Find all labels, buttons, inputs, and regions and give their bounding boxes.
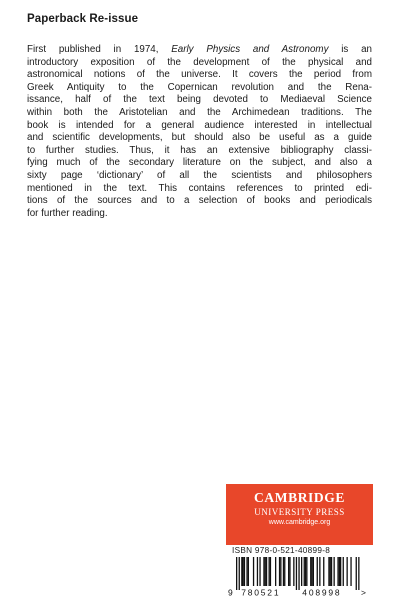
barcode-bar [266,557,267,586]
barcode-bar [284,557,285,586]
barcode-bar [350,557,351,586]
barcode-bar [323,557,324,586]
blurb-line: sixty page ‘dictionary’ of all the scientists and philosophers [27,169,372,181]
barcode-bar [331,557,332,586]
barcode-bar [347,557,348,586]
barcode-bar [310,557,311,586]
barcode-bar [253,557,254,586]
blurb-text [27,44,372,220]
barcode-bar [306,557,307,586]
barcode-bar [343,557,344,586]
barcode-bar [236,557,237,590]
barcode-bar [265,557,266,586]
barcode-bar [289,557,290,586]
barcode-bar [293,557,294,586]
barcode-bar [311,557,312,586]
barcode-bar [296,557,297,590]
barcode-icon [227,557,372,597]
blurb-line: First published in 1974, Early Physics and Astronomy is an [27,44,372,55]
publisher-website: www.cambridge.org [268,519,331,526]
barcode-bar [248,557,249,586]
reissue-heading: Paperback Re-issue [27,13,139,25]
barcode-bar [257,557,258,586]
barcode-bar [241,557,242,586]
barcode-digits: 408998 [302,587,342,597]
barcode-bar [358,557,359,590]
blurb-line: fying much of the secondary literature on the subject, and also a [27,157,372,169]
publisher-logo-panel [226,484,373,545]
blurb-line: introductory exposition of the development of the physical and [27,56,372,68]
book-title: Early Physics and Astronomy [171,44,329,55]
barcode-bar [246,557,247,586]
barcode-bar [340,557,341,586]
blurb-line: to further studies. Thus, it has an extensive bibliography classi- [27,144,372,156]
isbn-label: ISBN 978-0-521-40899-8 [232,546,331,555]
blurb-line: mentioned in the text. This contains references to printed edi- [27,182,372,194]
blurb-line: and scientific developments, but should also be useful as a guide [27,132,372,144]
blurb-line: within both the Aristotelian and the Archimedean traditions. The [27,106,372,118]
publisher-subname: UNIVERSITY PRESS [254,507,345,517]
barcode-bar [337,557,338,586]
blurb-line: for further reading. [27,207,108,219]
barcode-bar [263,557,264,586]
barcode-bar [259,557,260,586]
barcode-bar [339,557,340,586]
barcode-bar [239,557,240,590]
blurb-line: tions of the sources and to a selection of books and periodicals [27,195,372,207]
blurb-line: Greek Antiquity to the Copernican revolution and the Rena- [27,81,372,93]
barcode-bar [270,557,271,586]
barcode-bar [298,557,299,590]
barcode-bar [319,557,320,586]
publisher-name: CAMBRIDGE [254,490,345,505]
barcode-bar [334,557,335,586]
barcode-bar [288,557,289,586]
barcode-bar [356,557,357,590]
barcode-digits: 780521 [241,587,281,597]
barcode-bar [280,557,281,586]
barcode-bar [279,557,280,586]
barcode-bar [328,557,329,586]
barcode-bar [317,557,318,586]
blurb-line: issance, half of the text being devoted to Mediaeval Science [27,94,372,106]
barcode-bar [313,557,314,586]
barcode-digits: 9 [228,587,235,597]
barcode-bar [275,557,276,586]
barcode-bar [243,557,244,586]
barcode-bar [269,557,270,586]
barcode-bar [305,557,306,586]
isbn-barcode-block [226,545,373,597]
blurb-line: astronomical notions of the universe. It covers the period from [27,69,372,81]
barcode-bar [330,557,331,586]
blurb-line: book is intended for a general audience interested in intellectual [27,119,372,131]
barcode-end-marker: > [361,587,366,597]
barcode-bar [283,557,284,586]
barcode-bar [244,557,245,586]
barcode-bar [301,557,302,586]
barcode-bar [304,557,305,586]
